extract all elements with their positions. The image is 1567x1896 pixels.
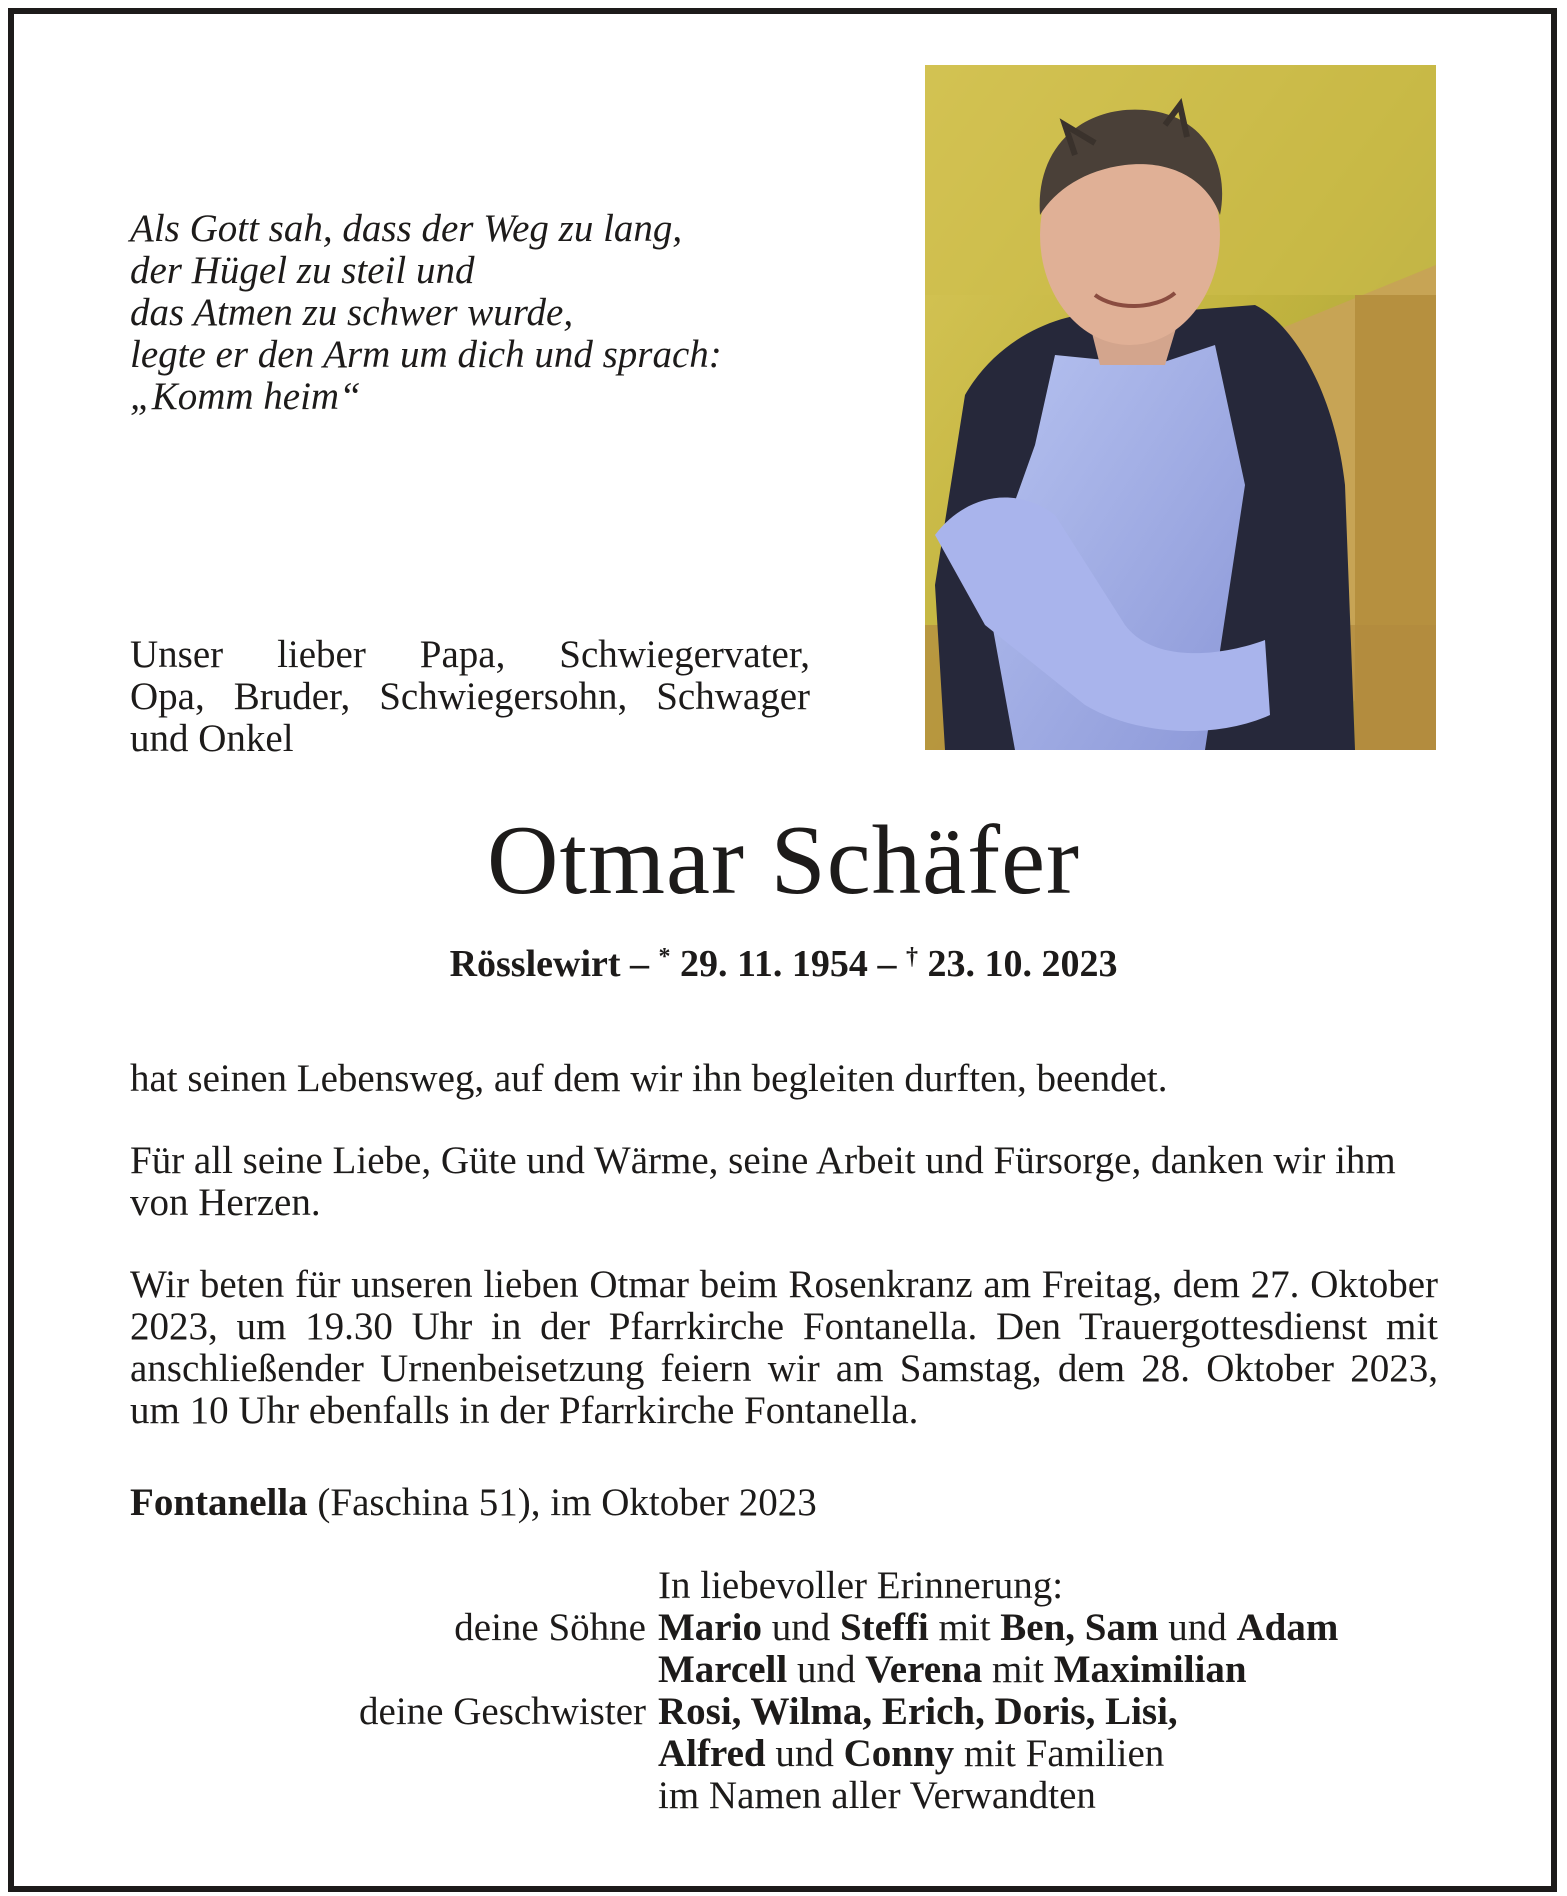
- connector-text: und: [765, 1732, 844, 1775]
- name-bold: Rosi, Wilma, Erich, Doris, Lisi,: [658, 1690, 1178, 1733]
- death-date: 23. 10. 2023: [917, 943, 1118, 985]
- connector-text: mit: [928, 1606, 1001, 1649]
- siblings-line: [658, 1733, 1438, 1775]
- intro-line: und Onkel: [130, 717, 294, 760]
- life-dates: [0, 935, 1567, 986]
- intro-line: Opa, Bruder, Schwiegersohn, Schwager: [130, 675, 810, 718]
- portrait-photo: [925, 65, 1436, 750]
- place-date-line: [130, 1482, 817, 1524]
- poem-line: „Komm heim“: [130, 375, 361, 418]
- connector-text: und: [761, 1606, 840, 1649]
- mourners-block: [130, 1565, 1438, 1817]
- birth-date: 29. 11. 1954: [670, 943, 868, 985]
- birth-symbol: *: [658, 944, 671, 970]
- nickname: Rösslewirt: [449, 943, 621, 985]
- name-bold: Alfred: [658, 1732, 766, 1775]
- separator: –: [620, 943, 659, 985]
- mourners-closing: im Namen aller Verwandten: [658, 1774, 1096, 1817]
- sons-line: [658, 1649, 1438, 1691]
- mourners-heading: In liebevoller Erinnerung:: [658, 1564, 1064, 1607]
- intro-line: Unser lieber Papa, Schwiegervater,: [130, 633, 810, 676]
- poem-line: der Hügel zu steil und: [130, 249, 475, 292]
- connector-text: mit: [982, 1648, 1054, 1691]
- siblings-line: [658, 1691, 1438, 1733]
- poem-line: Als Gott sah, dass der Weg zu lang,: [130, 207, 683, 250]
- connector-text: und: [787, 1648, 866, 1691]
- body-paragraph: Für all seine Liebe, Güte und Wärme, seine Arbeit und Fürsorge, danken wir ihm von Herzen.: [130, 1139, 1396, 1224]
- place-rest: (Faschina 51), im Oktober 2023: [307, 1481, 817, 1524]
- name-bold: Ben, Sam: [1000, 1606, 1159, 1649]
- name-bold: Conny: [843, 1732, 955, 1775]
- siblings-label: deine Geschwister: [359, 1690, 646, 1733]
- separator: –: [867, 943, 906, 985]
- name-bold: Steffi: [839, 1606, 929, 1649]
- name-bold: Maximilian: [1053, 1648, 1247, 1691]
- name-bold: Verena: [865, 1648, 983, 1691]
- town-name: Fontanella: [130, 1481, 308, 1524]
- name-bold: Mario: [658, 1606, 762, 1649]
- obituary-body: [130, 1058, 1438, 1432]
- sons-line: [658, 1607, 1438, 1649]
- body-paragraph: Wir beten für unseren lieben Otmar beim Rosenkranz am Freitag, dem 27. Oktober 2023, um 19.30 Uhr in der Pfarrkirche Fontanella. Den Trauergottesdienst mit anschließender Urnenbeisetzung feiern wir am Samstag, dem 28. Oktober 2023, um 10 Uhr ebenfalls in der Pfarrkirche Fontanella.: [130, 1263, 1438, 1432]
- connector-text: und: [1158, 1606, 1237, 1649]
- death-symbol: †: [905, 944, 918, 970]
- poem-line: das Atmen zu schwer wurde,: [130, 291, 574, 334]
- intro-text: [130, 634, 810, 760]
- sons-label: deine Söhne: [454, 1606, 646, 1649]
- body-paragraph: hat seinen Lebensweg, auf dem wir ihn begleiten durften, beendet.: [130, 1057, 1168, 1100]
- poem-line: legte er den Arm um dich und sprach:: [130, 333, 722, 376]
- connector-text: mit Familien: [954, 1732, 1165, 1775]
- name-bold: Adam: [1236, 1606, 1339, 1649]
- name-bold: Marcell: [658, 1648, 788, 1691]
- poem: [130, 208, 770, 418]
- deceased-name: Otmar Schäfer: [487, 806, 1080, 915]
